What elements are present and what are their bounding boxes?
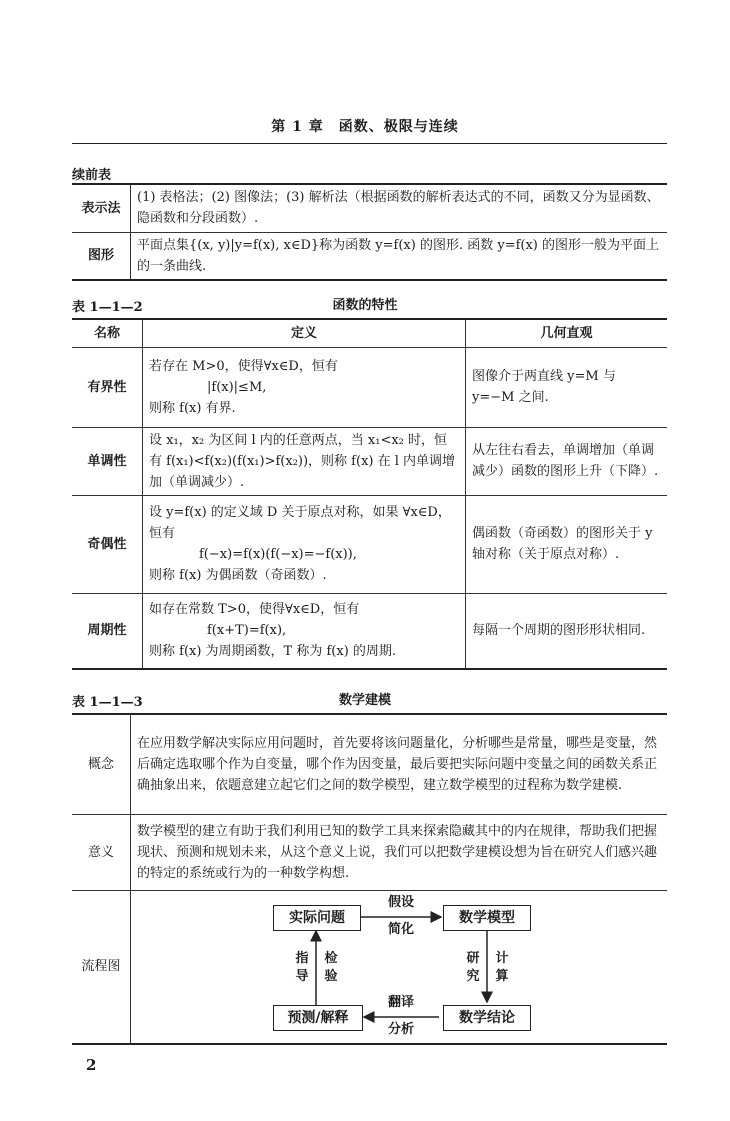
prop-name: 奇偶性 xyxy=(72,495,143,593)
table-row xyxy=(72,427,667,495)
prop-definition xyxy=(143,495,466,593)
flow-box-real-problem: 实际问题 xyxy=(273,905,361,931)
running-header: 第 1 章 函数、极限与连续 xyxy=(271,119,459,135)
table-row xyxy=(72,814,667,890)
header-definition: 定义 xyxy=(143,319,466,347)
prop-geometry: 偶函数（奇函数）的图形关于 y 轴对称（关于原点对称）. xyxy=(466,495,668,593)
label-guide: 指导 xyxy=(295,950,309,984)
row-text: 数学模型的建立有助于我们利用已知的数学工具来探索隐藏其中的内在规律，帮助我们把握现状、预测和规划未来，从这个意义上说，我们可以把数学建模设想为旨在研究人们感兴趣的特定的系统或行为的一种数学构想. xyxy=(131,814,668,890)
table-row xyxy=(72,184,667,232)
flowchart xyxy=(131,892,661,1042)
flow-box-math-conclusion: 数学结论 xyxy=(443,1005,531,1031)
def-line: 如存在常数 T>0，使得∀x∈D，恒有 xyxy=(149,602,360,618)
prop-name: 单调性 xyxy=(72,427,143,495)
table-row xyxy=(72,714,667,814)
table2-title: 函数的特性 xyxy=(332,298,398,313)
table3-number: 表 1—1—3 xyxy=(72,695,143,710)
table-row xyxy=(72,593,667,669)
row-label: 图形 xyxy=(72,232,131,280)
flow-box-math-model: 数学模型 xyxy=(443,905,531,931)
table-math-modeling xyxy=(72,713,667,1045)
row-text: (1) 表格法；(2) 图像法；(3) 解析法（根据函数的解析表达式的不同，函数又分为显函数、隐函数和分段函数）. xyxy=(131,184,668,232)
label-research: 研究 xyxy=(466,950,480,984)
table-representation xyxy=(72,183,667,281)
table3-title: 数学建模 xyxy=(338,693,391,708)
row-text: 平面点集{(x, y)|y=f(x), x∈D}称为函数 y=f(x) 的图形. 函数 y=f(x) 的图形一般为平面上的一条曲线. xyxy=(131,232,668,280)
table-row xyxy=(72,232,667,280)
prop-name: 有界性 xyxy=(72,347,143,427)
row-label: 意义 xyxy=(72,814,131,890)
def-line: 则称 f(x) 有界. xyxy=(149,400,236,416)
label-assume: 假设 xyxy=(387,894,414,910)
footer-rule xyxy=(72,1044,667,1045)
table-header-row xyxy=(72,319,667,347)
prop-definition: 设 x₁，x₂ 为区间 l 内的任意两点，当 x₁<x₂ 时，恒有 f(x₁)<f(x₂)(f(x₁)>f(x₂))，则称 f(x) 在 l 内单调增加（单调减少）. xyxy=(143,427,466,495)
flowchart-cell xyxy=(131,890,668,1044)
prop-definition xyxy=(143,593,466,669)
table-row xyxy=(72,495,667,593)
prop-geometry: 图像介于两直线 y=M 与 y=−M 之间. xyxy=(466,347,668,427)
header-rule xyxy=(72,143,667,144)
def-line: 若存在 M>0，使得∀x∈D，恒有 xyxy=(149,358,338,374)
row-label: 表示法 xyxy=(72,184,131,232)
flow-box-predict-explain: 预测/解释 xyxy=(273,1005,363,1031)
prop-definition xyxy=(143,347,466,427)
label-analyze: 分析 xyxy=(387,1021,414,1037)
table2-number: 表 1—1—2 xyxy=(72,300,143,315)
row-text: 在应用数学解决实际应用问题时，首先要将该问题量化，分析哪些是常量，哪些是变量，然后确定选取哪个作为自变量，哪个作为因变量，最后要把实际问题中变量之间的函数关系正确抽象出来，依题意建立起它们之间的数学模型，建立数学模型的过程称为数学建模. xyxy=(131,714,668,814)
page-number: 2 xyxy=(86,1056,97,1074)
header-name: 名称 xyxy=(72,319,143,347)
label-translate: 翻译 xyxy=(387,994,414,1010)
def-formula: f(−x)=f(x)(f(−x)=−f(x)), xyxy=(199,547,357,562)
label-verify: 检验 xyxy=(324,950,338,984)
table1-caption: 续前表 xyxy=(72,168,112,183)
label-simplify: 简化 xyxy=(387,921,414,937)
table-function-properties xyxy=(72,318,667,670)
row-label: 概念 xyxy=(72,714,131,814)
prop-geometry: 每隔一个周期的图形形状相同. xyxy=(466,593,668,669)
row-label: 流程图 xyxy=(72,890,131,1044)
prop-geometry: 从左往右看去，单调增加（单调减少）函数的图形上升（下降）. xyxy=(466,427,668,495)
flowchart-arrows xyxy=(131,892,661,1042)
def-line: 设 y=f(x) 的定义域 D 关于原点对称，如果 ∀x∈D，恒有 xyxy=(149,505,451,541)
table-row xyxy=(72,347,667,427)
prop-name: 周期性 xyxy=(72,593,143,669)
table-row xyxy=(72,890,667,1044)
header-geometry: 几何直观 xyxy=(466,319,668,347)
label-compute: 计算 xyxy=(495,950,509,984)
def-line: 则称 f(x) 为周期函数，T 称为 f(x) 的周期. xyxy=(149,644,397,660)
def-formula: f(x+T)=f(x), xyxy=(207,623,287,639)
def-line: 则称 f(x) 为偶函数（奇函数）. xyxy=(149,568,327,583)
def-formula: |f(x)|≤M, xyxy=(207,379,267,395)
